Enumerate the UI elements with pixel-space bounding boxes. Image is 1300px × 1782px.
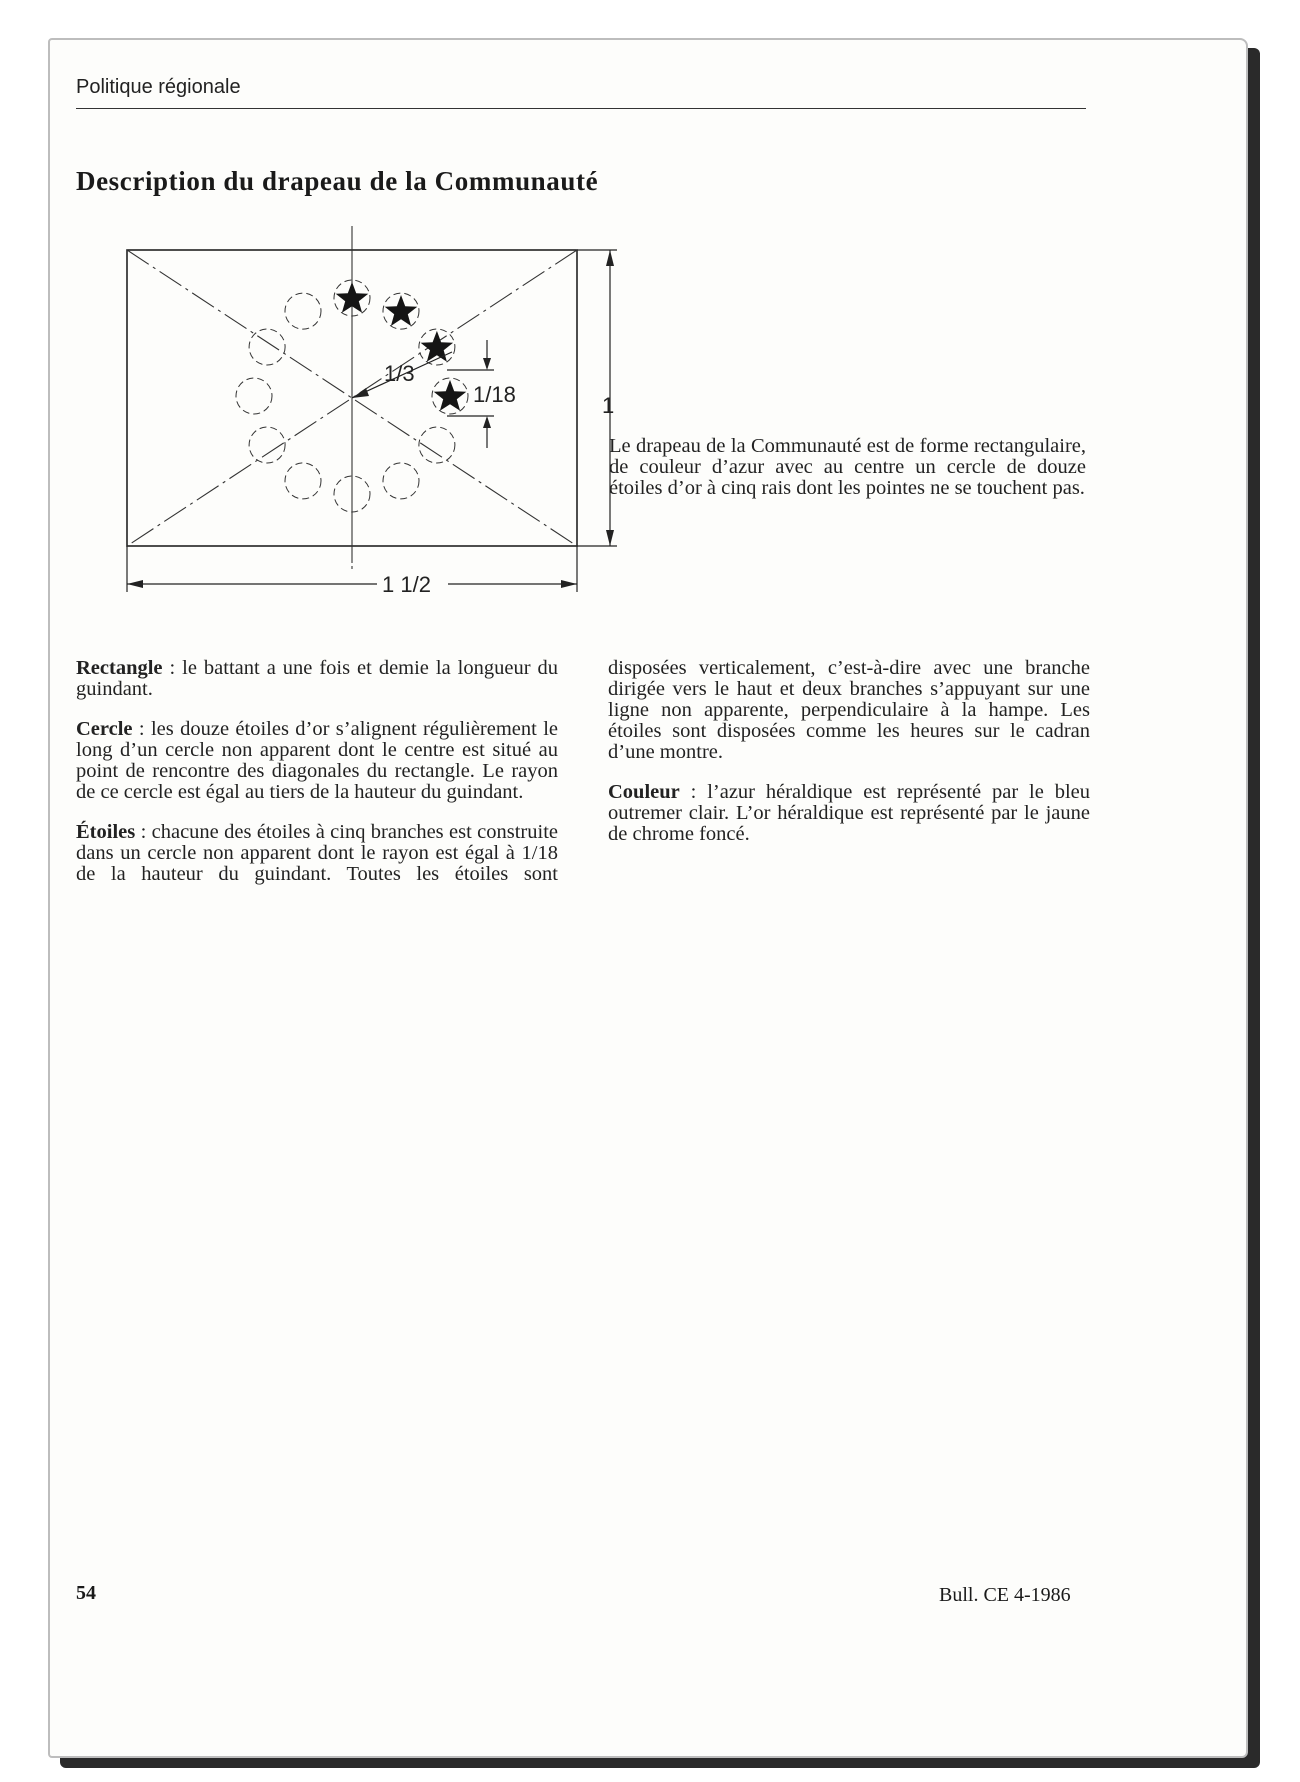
width-label: 1 1/2 [382, 572, 431, 597]
star-construction-circle [285, 293, 321, 329]
paragraph-couleur [608, 782, 1090, 845]
page-title: Description du drapeau de la Communauté [76, 166, 599, 196]
text-rectangle: : le battant a une fois et demie la longueur du guindant. [76, 657, 558, 700]
page-number: 54 [76, 1582, 96, 1604]
term-etoiles: Étoiles [76, 821, 136, 843]
radius-label: 1/3 [384, 361, 415, 386]
paragraph-etoiles-continued: disposées verticalement, c’est-à-dire avec une branche dirigée vers le haut et deux branches s’appuyant sur une ligne non apparente, perpendiculaire à la hampe. Les étoiles sont disposées comme les heures sur le cadran d’une montre. [608, 657, 1090, 763]
flag-construction-diagram [72, 222, 615, 642]
paragraph-cercle [76, 719, 558, 803]
text-cercle: : les douze étoiles d’or s’alignent régulièrement le long d’un cercle non apparent dont le centre est situé au point de rencontre des diagonales du rectangle. Le rayon de ce cercle est égal au tiers de la hauteur du guindant. [76, 718, 558, 803]
term-cercle: Cercle [76, 718, 133, 740]
text-column-right [608, 658, 1090, 864]
star-construction-circle [285, 463, 321, 499]
text-etoiles: : chacune des étoiles à cinq branches est construite dans un cercle non apparent dont le rayon est égal à 1/18 de la hauteur du guindant. Toutes les étoiles sont [76, 821, 558, 885]
paragraph-etoiles [76, 822, 558, 885]
star-icon [421, 331, 454, 362]
star-size-label: 1/18 [473, 382, 516, 407]
paragraph-rectangle [76, 658, 558, 700]
term-rectangle: Rectangle [76, 657, 163, 679]
header-rule [76, 108, 1086, 109]
text-couleur: : l’azur héraldique est représenté par le bleu outremer clair. L’or héraldique est représenté par le jaune de chrome foncé. [608, 781, 1090, 845]
running-head: Politique régionale [76, 76, 241, 98]
bulletin-reference: Bull. CE 4-1986 [939, 1584, 1071, 1606]
star-construction-circle [236, 378, 272, 414]
star-icon [434, 380, 467, 411]
height-label: 1 [602, 393, 615, 418]
text-column-left [76, 658, 558, 904]
star-icon [385, 295, 418, 326]
term-couleur: Couleur [608, 781, 680, 803]
intro-paragraph: Le drapeau de la Communauté est de forme rectangulaire, de couleur d’azur avec au centre un cercle de douze étoiles d’or à cinq rais dont les pointes ne se touchent pas. [609, 435, 1086, 499]
star-construction-circle [249, 329, 285, 365]
star-construction-circle [383, 463, 419, 499]
